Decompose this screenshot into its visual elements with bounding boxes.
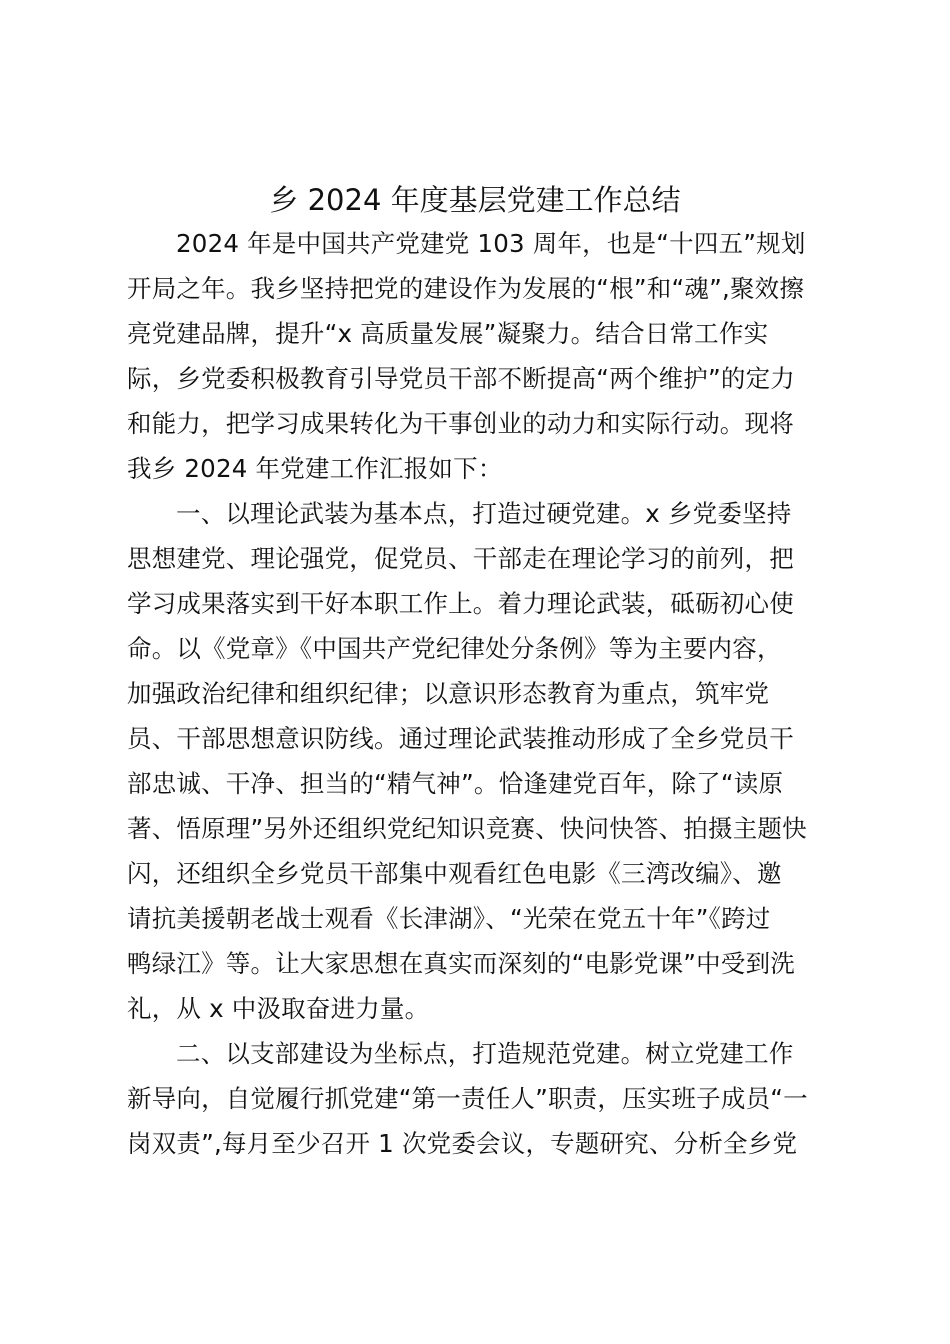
text-line-7: 一、以理论武装为基本点，打造过硬党建。x 乡党委坚持 <box>176 499 792 528</box>
text-line-5: 和能力，把学习成果转化为干事创业的动力和实际行动。现将 <box>127 409 794 438</box>
text-line-19: 二、以支部建设为坐标点，打造规范党建。树立党建工作 <box>176 1039 794 1068</box>
text-line-12: 员、干部思想意识防线。通过理论武装推动形成了全乡党员干 <box>127 724 794 753</box>
text-line-6: 我乡 2024 年党建工作汇报如下： <box>127 454 503 483</box>
text-line-21: 岗双责”,每月至少召开 1 次党委会议，专题研究、分析全乡党 <box>127 1129 798 1158</box>
text-line-4: 际，乡党委积极教育引导党员干部不断提高“两个维护”的定力 <box>127 364 795 393</box>
text-line-16: 请抗美援朝老战士观看《长津湖》、“光荣在党五十年”《跨过 <box>127 904 771 933</box>
text-line-2: 开局之年。我乡坚持把党的建设作为发展的“根”和“魂”,聚效擦 <box>127 274 805 303</box>
text-line-20: 新导向，自觉履行抓党建“第一责任人”职责，压实班子成员“一 <box>127 1084 808 1113</box>
text-line-13: 部忠诚、干净、担当的“精气神”。恰逢建党百年，除了“读原 <box>127 769 784 798</box>
text-line-11: 加强政治纪律和组织纪律；以意识形态教育为重点，筑牢党 <box>127 679 770 708</box>
text-line-1: 2024 年是中国共产党建党 103 周年，也是“十四五”规划 <box>176 229 806 258</box>
text-line-8: 思想建党、理论强党，促党员、干部走在理论学习的前列，把 <box>127 544 794 573</box>
text-line-18: 礼，从 x 中汲取奋进力量。 <box>127 994 430 1023</box>
text-line-3: 亮党建品牌，提升“x 高质量发展”凝聚力。结合日常工作实 <box>127 319 769 348</box>
text-line-9: 学习成果落实到干好本职工作上。着力理论武装，砥砺初心使 <box>127 589 794 618</box>
document-title: 乡 2024 年度基层党建工作总结 <box>269 183 681 217</box>
text-line-15: 闪，还组织全乡党员干部集中观看红色电影《三湾改编》、邀 <box>127 859 782 888</box>
text-line-14: 著、悟原理”另外还组织党纪知识竞赛、快问快答、拍摄主题快 <box>127 814 807 843</box>
text-line-17: 鸭绿江》等。让大家思想在真实而深刻的“电影党课”中受到洗 <box>127 949 795 978</box>
text-line-10: 命。以《党章》《中国共产党纪律处分条例》等为主要内容， <box>127 634 782 663</box>
